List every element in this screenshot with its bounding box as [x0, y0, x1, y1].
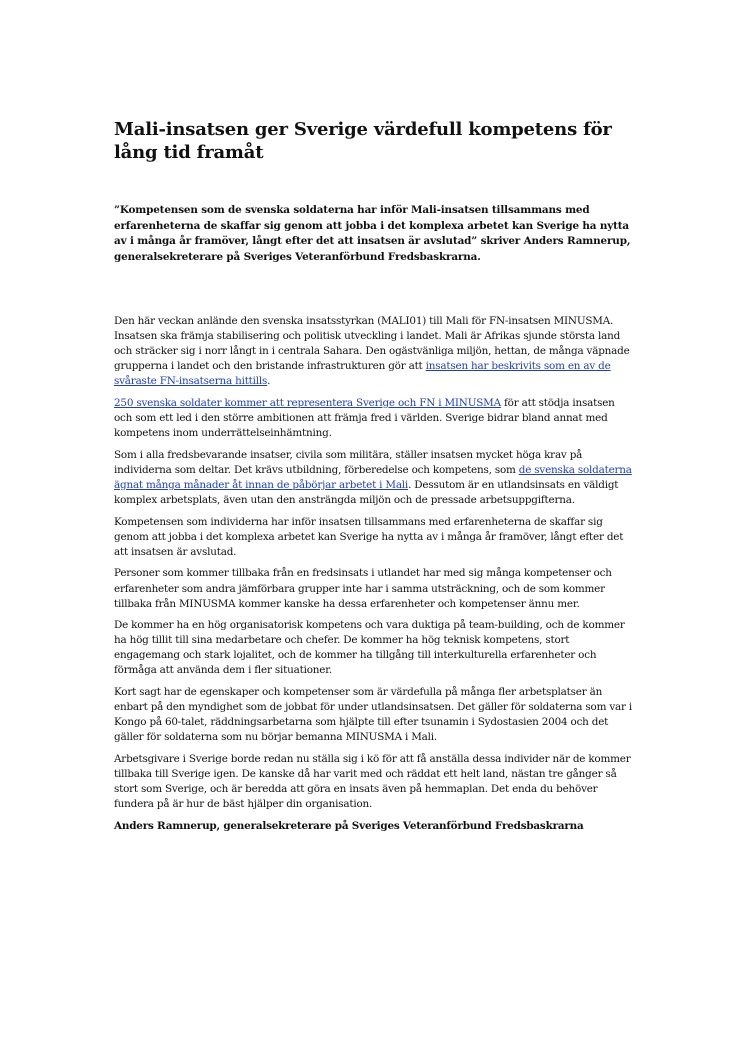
link-250-soldiers[interactable]: 250 svenska soldater kommer att representera Sverige och FN i MINUSMA	[114, 396, 501, 409]
paragraph-3-end: . Dessutom är en utlandsinsats en väldigt komplex arbetsplats, även utan den ansträngda miljön och de pressade arbetsuppgifterna.	[114, 478, 619, 507]
paragraph-7: Kort sagt har de egenskaper och kompetenser som är värdefulla på många fler arbetsplatser än enbart på den myndighet som de jobbat för under utlandsinsatsen. Det gäller för soldaterna som var i Kongo på 60-talet, räddningsarbetarna som hjälpte till efter tsunamin i Sydostasien 2004 och det gäller för soldaterna som nu börjar bemanna MINUSMA i Mali.	[114, 686, 633, 744]
article-lead: ”Kompetensen som de svenska soldaterna har inför Mali-insatsen tillsammans med erfarenheterna de skaffar sig genom att jobba i det komplexa arbetet kan Sverige ha nytta av i många år framöver, långt efter det att insatsen är avslutad” skriver Anders Ramnerup, generalsekreterare på Sveriges Veteranförbund Fredsbaskrarna.	[114, 204, 631, 263]
paragraph-2	[114, 396, 634, 441]
paragraph-5: Personer som kommer tillbaka från en fredsinsats i utlandet har med sig många kompetenser och erfarenheter som andra jämförbara grupper inte har i samma utsträckning, och de som kommer tillbaka från MINUSMA kommer kanske ha dessa erfarenheter och kompetenser ännu mer.	[114, 567, 612, 610]
link-hardest-missions[interactable]: insatsen har beskrivits som en av de svåraste FN-insatserna hittills	[114, 360, 611, 388]
paragraph-1-end: .	[267, 375, 271, 388]
paragraph-1	[114, 314, 634, 389]
paragraph-4: Kompetensen som individerna har inför insatsen tillsammans med erfarenheterna de skaffar sig genom att jobba i det komplexa arbetet kan Sverige ha nytta av i många år framöver, långt efter det att insatsen är avslutad.	[114, 515, 624, 558]
link-soldiers-training[interactable]: de svenska soldaterna ägnat många månader åt innan de påbörjar arbetet i Mali	[114, 463, 632, 491]
paragraph-3-text: Som i alla fredsbevarande insatser, civila som militära, ställer insatsen mycket höga krav på individerna som deltar. Det krävs utbildning, förberedelse och kompetens, som	[114, 448, 583, 476]
paragraph-1-text: Den här veckan anlände den svenska insatsstyrkan (MALI01) till Mali för FN-insatsen MINUSMA. Insatsen ska främja stabilisering och politisk utveckling i landet. Mali är Afrikas sjunde största land och sträcker sig i norr långt in i centrala Sahara. Den ogästvänliga miljön, hettan, de många väpnade grupperna i landet och den bristande infrastrukturen gör att	[114, 315, 630, 373]
paragraph-6: De kommer ha en hög organisatorisk kompetens och vara duktiga på team-building, och de kommer ha hög tillit till sina medarbetare och chefer. De kommer ha hög teknisk kompetens, stort engagemang och stark lojalitet, och de kommer ha tillgång till interkulturella erfarenheter och förmåga att använda dem i fler situationer.	[114, 619, 625, 677]
article-body	[114, 314, 634, 840]
paragraph-8: Arbetsgivare i Sverige borde redan nu ställa sig i kö för att få anställa dessa individer när de kommer tillbaka till Sverige igen. De kanske då har varit med och räddat ett helt land, nästan tre gånger så stort som Sverige, och är beredda att göra en insats även på hemmaplan. Det enda du behöver fundera på är hur de bäst hjälper din organisation.	[114, 752, 631, 811]
paragraph-2-text: för att stödja insatsen och som ett led i den större ambitionen att främja fred i världen. Sverige bidrar bland annat med kompetens inom underrättelseinhämtning.	[114, 396, 615, 440]
paragraph-3	[114, 448, 634, 508]
signature: Anders Ramnerup, generalsekreterare på Sveriges Veteranförbund Fredsbaskrarna	[114, 819, 584, 832]
article-title: Mali-insatsen ger Sverige värdefull kompetens för lång tid framåt	[114, 119, 612, 163]
